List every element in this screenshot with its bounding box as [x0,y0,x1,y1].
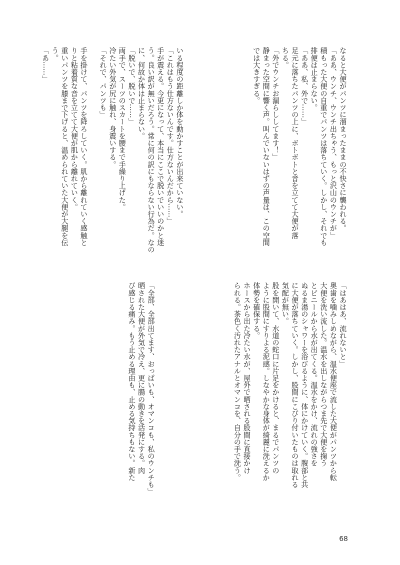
text-line: なると大便がパンツに溜まったままの不快さに襲われる。 [339,47,348,232]
text-line: 足元に落ちたパンツの上に、ボトボトと音を立てて大便が落 [291,47,301,239]
text-line [204,282,214,522]
text-line: いる程度の距離しか体を動かすことが出来ていない。 [175,47,185,218]
text-line: では大きすぎる。 [252,47,262,104]
text-line: に、何故か体は止まらない。 [137,47,147,140]
text-line: 「脱いで、脱いで……」 [127,47,137,126]
text-line: 「それで、パンツも」 [99,47,109,118]
top-text-block [41,47,348,265]
text-line: 「外でウンチお漏らししてます！」 [271,47,281,161]
text-line [204,47,214,265]
text-line: 排便は止まらない。 [310,47,320,111]
text-line: 両手で、スーツのスカートを腰まで手繰り上げた。 [118,47,128,211]
text-line: 晒された大便が外気で冷え、更に腸の動きを活発にする。肉 [137,282,147,474]
text-line [195,282,205,522]
text-line: に大便が落ちていく。しかし、股間にこびり付いたものは取れる [291,282,301,488]
text-line [214,282,224,522]
text-line: う。 [51,47,61,62]
text-line: ぬるま湯のシャワーを浴びるように、体にかけていく。腹部と共 [300,282,310,488]
text-line: 静まった空間に響く声。叫んでいないはずの声量は、この空間 [262,47,272,246]
text-line [223,282,233,522]
text-line: ように股間にすりよる泥感。しなやかな身体が綺麗に洗えるか [262,282,272,481]
text-line: 積もった大便の自重でパンツは落ちていく。しかし、それでも [319,47,329,246]
text-line: 手を掛けて、パンツを降ろしていく。肌から離れていく感触と [79,47,89,246]
text-line [195,47,205,265]
text-line: 「ああ、ウンチ、ウンチ出ちゃう、もっと沢山のウンチが」 [329,47,339,239]
text-line: 「あ……」 [41,47,51,83]
text-line: 冷たい外気が尻に触れ、身震いする。 [108,47,118,168]
text-line [233,47,243,265]
page-number: 68 [339,535,348,543]
text-line [242,47,252,265]
text-line: とビニールから水が出てくる。温水をかけ、流れの強さを [310,282,320,467]
text-line: 「全部、全部出てます、おっぱいも、オマンコも、私のウンチも」 [147,282,157,495]
text-line: 「はあはあ、流れないと」 [339,282,348,368]
text-line: られる。茶色く汚れたアナルとオマンコを、自分の手で洗う。 [233,282,243,481]
text-line: 大便を洗い流した。温水を出しながらつま先で大便を掬う [319,282,329,467]
text-line: 体勢を確保する。 [252,282,262,339]
text-line: び感じる痛み。もう止める理由も、止める気持ちもない。新た [127,282,137,481]
text-line: う。良い訳が無いだろう。常に何の訳にもならない行為だ。なの [147,47,157,253]
text-line: 「これはもう仕方ないんです。仕方ないんだから……」 [166,47,176,225]
text-line [156,282,166,522]
text-line [214,47,224,265]
text-line: ちる。 [281,47,291,69]
text-line [166,282,176,522]
bottom-text-block [48,282,348,522]
text-line: 「ああ、私、外で……」 [300,47,310,126]
text-line: 奥歯を噛みしめながら、温水便座で流した大便がパンツから転 [329,282,339,481]
text-line: 股を開いて、水道の蛇口に片足をかけると、まるでパンツの [271,282,281,474]
text-line: 気配が無い。 [281,282,291,325]
text-line: 手が震える。今更になって、本当にここで脱いでいいのかと迷 [156,47,166,246]
text-line [175,282,185,522]
text-line: 重いパンツを膝まで下げると、温められていた大便が大腿を伝 [60,47,70,246]
text-line [89,47,99,265]
text-line [185,282,195,522]
text-line [185,47,195,265]
text-line [223,47,233,265]
text-line: ホースから出た冷たい水が、屋外で晒される股間に直接かけ [243,282,253,474]
text-line: りと粘着質な音を立てて大便が肌から離れていく。 [70,47,80,211]
